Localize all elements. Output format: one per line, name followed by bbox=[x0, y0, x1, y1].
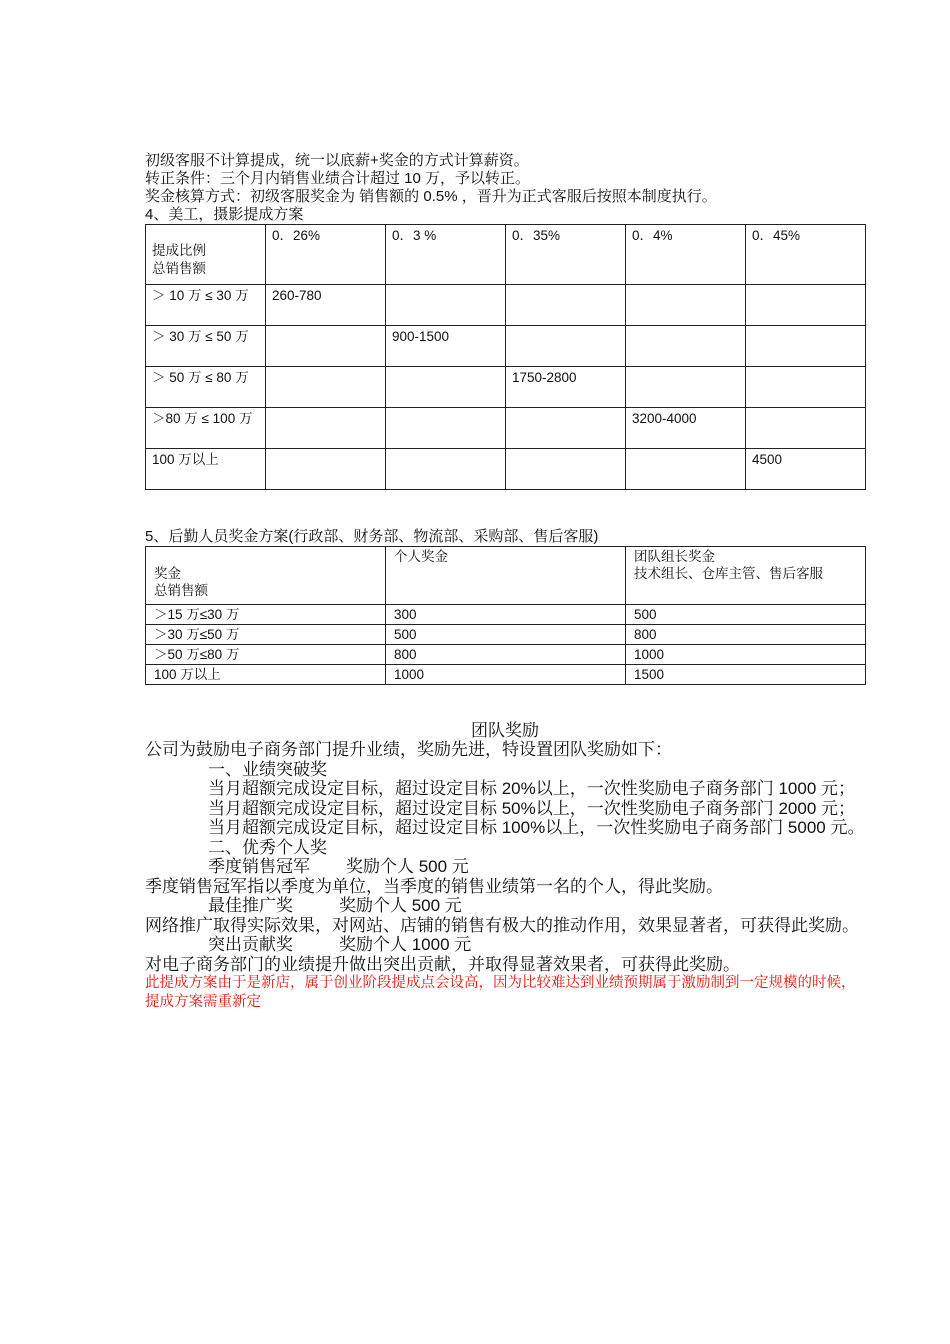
value-cell bbox=[266, 367, 386, 408]
range-cell: 100 万以上 bbox=[146, 665, 386, 685]
commission-header-row bbox=[146, 225, 866, 285]
award-amount: 奖励个人 500 元 bbox=[339, 896, 462, 915]
value-cell bbox=[506, 285, 626, 326]
team-bonus-label: 团队组长奖金 bbox=[634, 549, 715, 564]
range-cell: ＞15 万≤30 万 bbox=[146, 605, 386, 625]
team-award-intro: 公司为鼓励电子商务部门提升业绩，奖励先进，特设置团队奖励如下： bbox=[145, 740, 672, 759]
corner-label-bonus: 奖金 bbox=[154, 566, 181, 581]
range-cell: 100 万以上 bbox=[146, 449, 266, 490]
personal-cell: 1000 bbox=[386, 665, 626, 685]
value-cell bbox=[386, 285, 506, 326]
value-cell bbox=[266, 449, 386, 490]
personal-cell: 800 bbox=[386, 645, 626, 665]
value-cell bbox=[746, 326, 866, 367]
personal-cell: 300 bbox=[386, 605, 626, 625]
award-description: 网络推广取得实际效果，对网站、店铺的销售有极大的推动作用，效果显著者，可获得此奖励。 bbox=[145, 915, 859, 935]
table-row bbox=[146, 449, 866, 490]
value-cell bbox=[386, 449, 506, 490]
range-cell: ＞50 万≤80 万 bbox=[146, 645, 386, 665]
corner-label-sales: 总销售额 bbox=[154, 583, 208, 598]
value-cell: 3200-4000 bbox=[626, 408, 746, 449]
rate-header: 0．35% bbox=[506, 225, 626, 285]
value-cell bbox=[746, 285, 866, 326]
value-cell bbox=[506, 449, 626, 490]
table-row bbox=[146, 625, 866, 645]
document-page bbox=[145, 152, 865, 1012]
table-row bbox=[146, 605, 866, 625]
table-row bbox=[146, 326, 866, 367]
rate-header: 0．45% bbox=[746, 225, 866, 285]
team-award-title: 团队奖励 bbox=[471, 721, 539, 740]
award-description: 季度销售冠军指以季度为单位，当季度的销售业绩第一名的个人，得此奖励。 bbox=[145, 876, 723, 896]
award-heading bbox=[145, 896, 865, 916]
team-bonus-header bbox=[626, 547, 866, 605]
personal-bonus-header: 个人奖金 bbox=[386, 547, 626, 605]
personal-cell: 500 bbox=[386, 625, 626, 645]
intro-line-1: 初级客服不计算提成，统一以底薪+奖金的方式计算薪资。 bbox=[145, 152, 529, 169]
section5-title: 5、后勤人员奖金方案(行政部、财务部、物流部、采购部、售后客服) bbox=[145, 528, 599, 545]
part1-item: 当月超额完成设定目标，超过设定目标 100%以上，一次性奖励电子商务部门 5000 元。 bbox=[208, 818, 865, 837]
team-cell: 500 bbox=[626, 605, 866, 625]
corner-label-rate: 提成比例 bbox=[152, 243, 206, 258]
value-cell bbox=[506, 408, 626, 449]
part2-title: 二、优秀个人奖 bbox=[208, 837, 327, 857]
value-cell: 900-1500 bbox=[386, 326, 506, 367]
team-cell: 800 bbox=[626, 625, 866, 645]
range-cell: ＞ 10 万 ≤ 30 万 bbox=[146, 285, 266, 326]
table-row bbox=[146, 408, 866, 449]
award-amount: 奖励个人 500 元 bbox=[346, 857, 469, 876]
value-cell bbox=[626, 285, 746, 326]
value-cell bbox=[626, 326, 746, 367]
value-cell bbox=[266, 326, 386, 367]
range-cell: ＞80 万 ≤ 100 万 bbox=[146, 408, 266, 449]
rate-header: 0．4% bbox=[626, 225, 746, 285]
value-cell bbox=[626, 449, 746, 490]
table-row bbox=[146, 645, 866, 665]
table-row bbox=[146, 367, 866, 408]
range-cell: ＞30 万≤50 万 bbox=[146, 625, 386, 645]
value-cell bbox=[386, 408, 506, 449]
award-heading bbox=[145, 935, 865, 955]
intro-line-3: 奖金核算方式：初级客服奖金为 销售额的 0.5% ，晋升为正式客服后按照本制度执行。 bbox=[145, 188, 717, 205]
bonus-corner-cell bbox=[146, 547, 386, 605]
value-cell bbox=[746, 408, 866, 449]
range-cell: ＞ 50 万 ≤ 80 万 bbox=[146, 367, 266, 408]
value-cell bbox=[386, 367, 506, 408]
part1-item: 当月超额完成设定目标，超过设定目标 50%以上，一次性奖励电子商务部门 2000 元； bbox=[208, 798, 856, 818]
award-description: 对电子商务部门的业绩提升做出突出贡献，并取得显著效果者，可获得此奖励。 bbox=[145, 954, 740, 974]
commission-corner-cell bbox=[146, 225, 266, 285]
rate-header: 0．26% bbox=[266, 225, 386, 285]
value-cell: 4500 bbox=[746, 449, 866, 490]
table-row bbox=[146, 665, 866, 685]
value-cell bbox=[506, 326, 626, 367]
bonus-header-row bbox=[146, 547, 866, 605]
award-name: 季度销售冠军 bbox=[208, 857, 310, 876]
team-cell: 1000 bbox=[626, 645, 866, 665]
value-cell bbox=[266, 408, 386, 449]
value-cell bbox=[746, 367, 866, 408]
bonus-table bbox=[145, 546, 866, 685]
value-cell: 260-780 bbox=[266, 285, 386, 326]
intro-line-2: 转正条件：三个月内销售业绩合计超过 10 万，予以转正。 bbox=[145, 170, 531, 187]
value-cell bbox=[626, 367, 746, 408]
spacer bbox=[145, 685, 865, 721]
award-heading bbox=[145, 857, 865, 877]
commission-table bbox=[145, 224, 866, 490]
section4-title: 4、美工，摄影提成方案 bbox=[145, 206, 304, 223]
award-amount: 奖励个人 1000 元 bbox=[339, 935, 472, 954]
team-bonus-roles: 技术组长、仓库主管、售后客服 bbox=[634, 566, 823, 581]
part1-item: 当月超额完成设定目标，超过设定目标 20%以上，一次性奖励电子商务部门 1000 元； bbox=[208, 779, 856, 798]
red-note: 此提成方案由于是新店，属于创业阶段提成点会设高，因为比较难达到业绩预期属于激励制到一定规模的时候，提成方案需重新定 bbox=[145, 975, 856, 1010]
corner-label-sales: 总销售额 bbox=[152, 261, 206, 276]
range-cell: ＞ 30 万 ≤ 50 万 bbox=[146, 326, 266, 367]
rate-header: 0．3 % bbox=[386, 225, 506, 285]
table-row bbox=[146, 285, 866, 326]
part1-title: 一、业绩突破奖 bbox=[208, 759, 327, 779]
award-name: 突出贡献奖 bbox=[208, 935, 293, 954]
spacer bbox=[145, 490, 865, 528]
value-cell: 1750-2800 bbox=[506, 367, 626, 408]
award-name: 最佳推广奖 bbox=[208, 896, 293, 915]
team-cell: 1500 bbox=[626, 665, 866, 685]
